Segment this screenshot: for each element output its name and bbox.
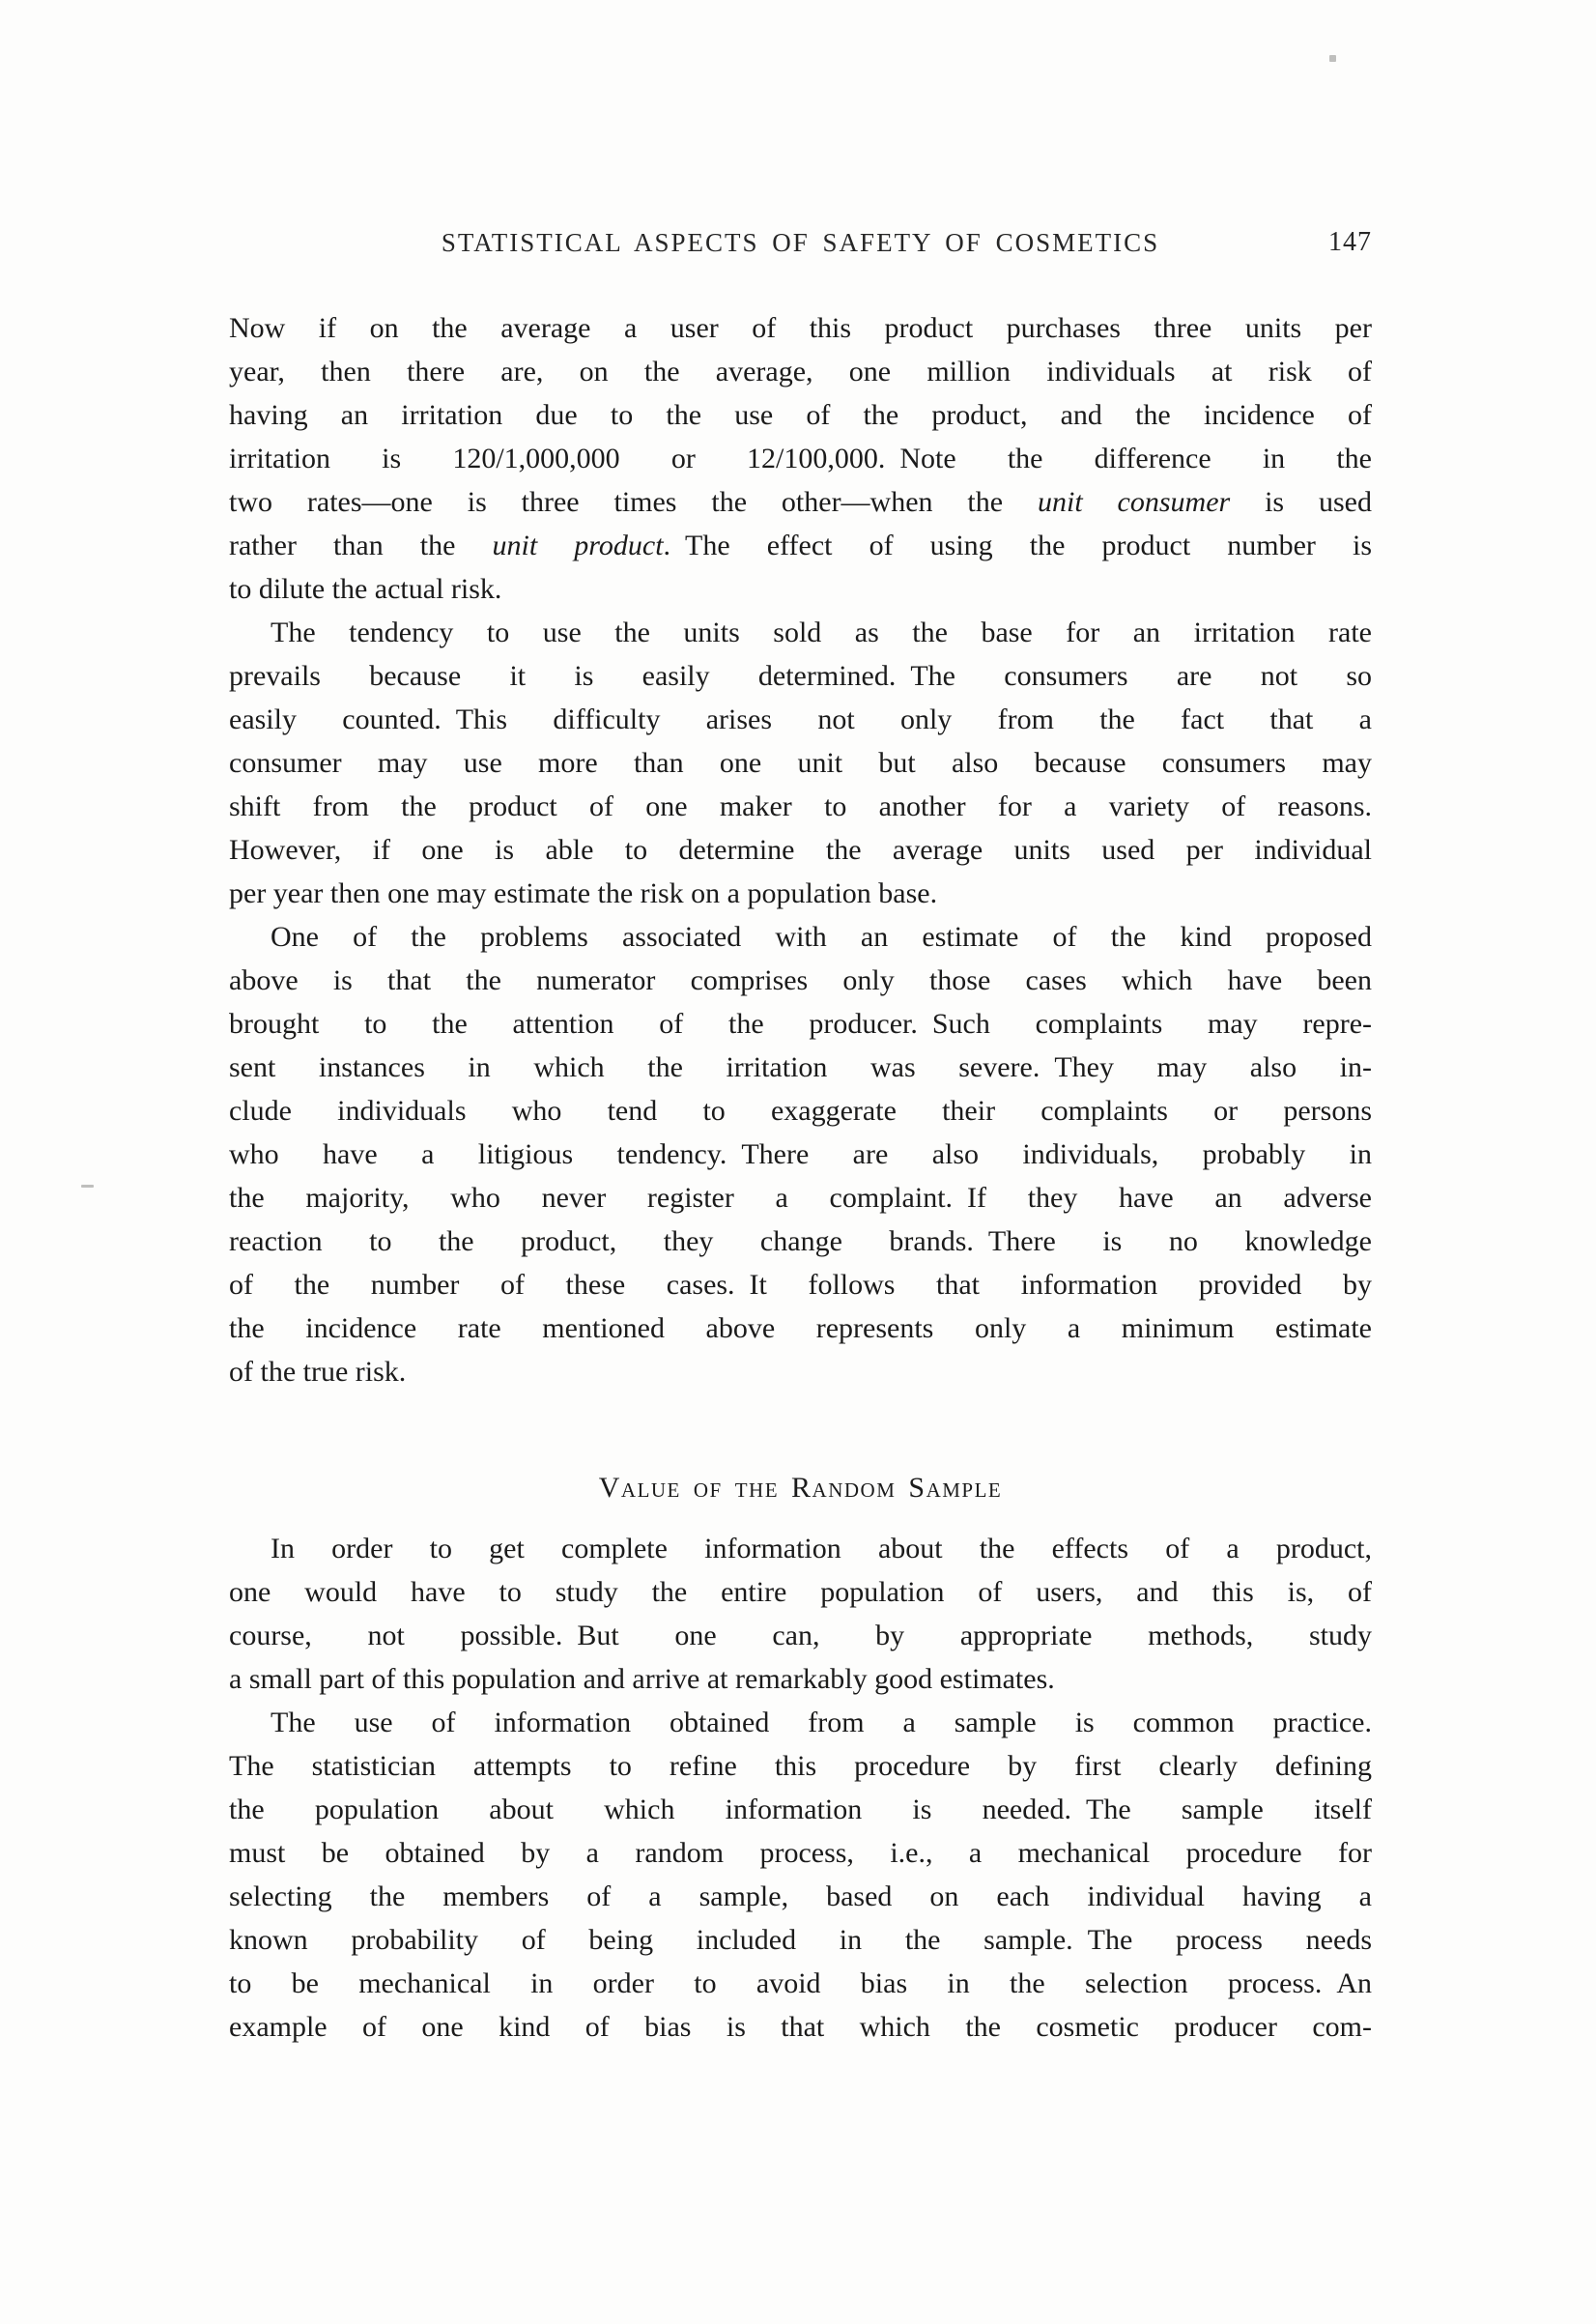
text-line: One of the problems associated with an estimate of the kind proposed: [271, 921, 1372, 953]
paragraph: [229, 1701, 1372, 2049]
text-line: shift from the product of one maker to another for a variety of reasons.: [229, 790, 1372, 822]
text-line: The use of information obtained from a sample is common practice.: [271, 1707, 1372, 1738]
text-line: clude individuals who tend to exaggerate their complaints or persons: [229, 1095, 1372, 1127]
text-line: In order to get complete information about the effects of a product,: [271, 1533, 1372, 1564]
paragraph: [229, 611, 1372, 915]
text-line: must be obtained by a random process, i.e., a mechanical procedure for: [229, 1837, 1372, 1869]
text-line: reaction to the product, they change brands. There is no knowledge: [229, 1225, 1372, 1257]
text-line: The statistician attempts to refine this procedure by first clearly defining: [229, 1750, 1372, 1782]
text-line: rather than the unit product. The effect of using the product number is: [229, 530, 1372, 561]
text-line: of the true risk.: [229, 1356, 407, 1388]
paragraph: [229, 1527, 1372, 1701]
section-heading: Value of the Random Sample: [598, 1472, 1003, 1504]
text-line: year, then there are, on the average, one million individuals at risk of: [229, 356, 1372, 387]
scan-artifact-dot: [1329, 55, 1336, 62]
text-line: the majority, who never register a complaint. If they have an adverse: [229, 1182, 1372, 1214]
text-line: example of one kind of bias is that which the cosmetic producer com-: [229, 2011, 1372, 2043]
text-line: consumer may use more than one unit but also because consumers may: [229, 747, 1372, 779]
text-line: to dilute the actual risk.: [229, 573, 502, 605]
body-text-column: [229, 306, 1372, 2049]
running-title: STATISTICAL ASPECTS OF SAFETY OF COSMETICS: [441, 228, 1160, 257]
text-line: easily counted. This difficulty arises not only from the fact that a: [229, 703, 1372, 735]
text-line: to be mechanical in order to avoid bias in the selection process. An: [229, 1967, 1372, 1999]
text-line: course, not possible. But one can, by appropriate methods, study: [229, 1620, 1372, 1651]
text-line: sent instances in which the irritation was severe. They may also in-: [229, 1051, 1372, 1083]
page-number: 147: [1328, 227, 1372, 257]
running-header: [229, 225, 1372, 260]
text-line: per year then one may estimate the risk on a population base.: [229, 877, 938, 909]
text-line: Now if on the average a user of this product purchases three units per: [229, 312, 1372, 344]
text-line: irritation is 120/1,000,000 or 12/100,000. Note the difference in the: [229, 443, 1372, 474]
text-line: However, if one is able to determine the average units used per individual: [229, 834, 1372, 866]
paragraph: [229, 915, 1372, 1393]
text-line: a small part of this population and arrive at remarkably good estimates.: [229, 1663, 1055, 1695]
paragraph: [229, 306, 1372, 611]
text-line: the incidence rate mentioned above represents only a minimum estimate: [229, 1312, 1372, 1344]
text-line: known probability of being included in the sample. The process needs: [229, 1924, 1372, 1956]
text-line: who have a litigious tendency. There are also individuals, probably in: [229, 1138, 1372, 1170]
text-line: of the number of these cases. It follows that information provided by: [229, 1269, 1372, 1301]
text-line: two rates—one is three times the other—when the unit consumer is used: [229, 486, 1372, 518]
text-line: having an irritation due to the use of the product, and the incidence of: [229, 399, 1372, 431]
text-line: The tendency to use the units sold as the base for an irritation rate: [271, 617, 1372, 648]
text-line: one would have to study the entire population of users, and this is, of: [229, 1576, 1372, 1608]
text-line: the population about which information is needed. The sample itself: [229, 1793, 1372, 1825]
text-line: prevails because it is easily determined. The consumers are not so: [229, 660, 1372, 692]
text-line: above is that the numerator comprises only those cases which have been: [229, 964, 1372, 996]
text-line: brought to the attention of the producer. Such complaints may repre-: [229, 1008, 1372, 1040]
text-line: selecting the members of a sample, based on each individual having a: [229, 1880, 1372, 1912]
scan-artifact-dash: [81, 1185, 94, 1188]
